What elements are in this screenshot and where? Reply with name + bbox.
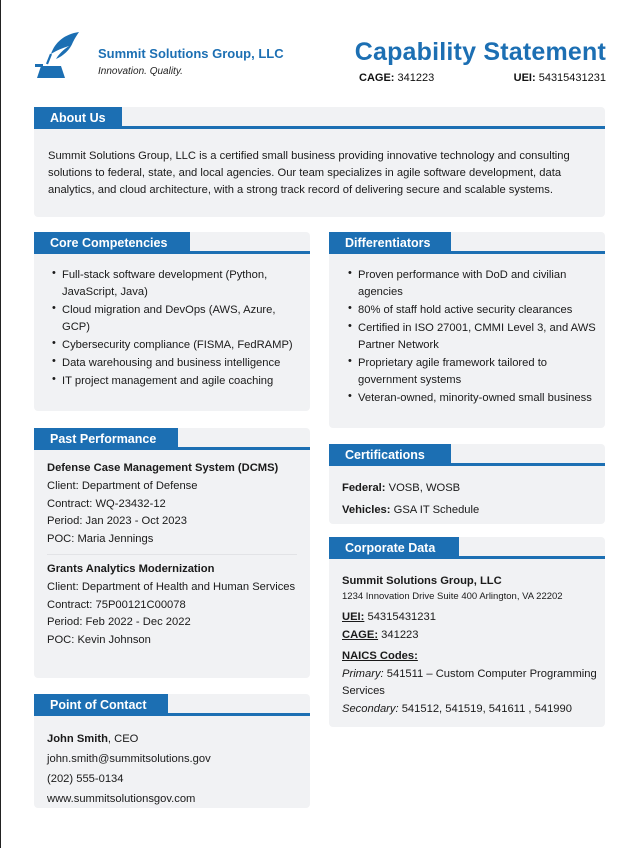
contact-email[interactable]: john.smith@summitsolutions.gov: [47, 753, 211, 765]
past-performance-title: Past Performance: [34, 428, 178, 450]
differentiators-section: [329, 232, 605, 428]
project-client: Client: Department of Health and Human Services: [47, 581, 296, 593]
header-uei-value: 54315431231: [538, 72, 606, 84]
list-item: • Veteran-owned, minority-owned small business: [348, 390, 598, 407]
secondary-label: Secondary:: [342, 702, 399, 715]
header-cage-value: 341223: [397, 72, 435, 84]
competencies-section: [34, 232, 310, 411]
about-section: [34, 107, 605, 217]
competencies-list: [52, 267, 302, 391]
project-contract: Contract: WQ-23432-12: [47, 497, 166, 510]
project-period: Period: Jan 2023 - Oct 2023: [47, 515, 187, 527]
corporate-name: Summit Solutions Group, LLC: [342, 575, 502, 587]
company-name: Summit Solutions Group, LLC: [98, 46, 284, 61]
header-cage-label: CAGE:: [359, 72, 395, 84]
list-item: • Certified in ISO 27001, CMMI Level 3, and AWS Partner Network: [348, 320, 598, 354]
project-client: Client: Department of Defense: [47, 480, 198, 492]
vehicles-cert: [342, 502, 479, 520]
about-text: Summit Solutions Group, LLC is a certified small business providing innovative technology and consulting solutions to federal, state, and local agencies. Our team specializes in agile software development, data analytics, and cloud architecture, with a strong track record of delivering secure and scalable systems.: [48, 150, 570, 196]
corporate-cage-value: 341223: [381, 628, 419, 641]
contact-role: , CEO: [107, 733, 139, 745]
list-item: • Cybersecurity compliance (FISMA, FedRAMP): [52, 337, 302, 354]
naics-primary: [342, 666, 597, 701]
primary-label: Primary:: [342, 667, 384, 680]
corporate-uei-label: UEI:: [342, 611, 365, 623]
list-item: • 80% of staff hold active security clearances: [348, 302, 598, 319]
differentiators-title: Differentiators: [329, 232, 451, 254]
certifications-title: Certifications: [329, 444, 451, 466]
project-poc: POC: Kevin Johnson: [47, 633, 151, 646]
naics-label: NAICS Codes:: [342, 650, 418, 662]
project-item: [47, 462, 297, 548]
certifications-section: [329, 444, 605, 524]
list-item: • Proprietary agile framework tailored to government systems: [348, 355, 598, 389]
project-list: [47, 462, 297, 649]
header-uei-label: UEI:: [513, 72, 536, 84]
past-performance-section: [34, 428, 310, 678]
contact-details: [47, 729, 302, 809]
contact-section: [34, 694, 310, 808]
corporate-uei: [342, 609, 597, 627]
naics-secondary: [342, 701, 597, 719]
primary-value: 541511 – Custom Computer Programming Services: [342, 667, 597, 697]
project-poc: POC: Maria Jennings: [47, 532, 154, 545]
contact-phone: (202) 555-0134: [47, 773, 124, 785]
about-title: About Us: [34, 107, 122, 129]
header-uei: [514, 72, 606, 84]
corporate-cage-label: CAGE:: [342, 628, 379, 641]
federal-cert: [342, 480, 460, 498]
contact-name: John Smith: [47, 733, 108, 745]
corporate-uei-value: 54315431231: [367, 611, 436, 623]
project-name: Defense Case Management System (DCMS): [47, 462, 279, 474]
project-name: Grants Analytics Modernization: [47, 563, 215, 575]
quill-logo-icon: [35, 30, 83, 80]
vehicles-label: Vehicles:: [342, 504, 391, 516]
tagline: Innovation. Quality.: [98, 66, 183, 77]
contact-title: Point of Contact: [34, 694, 168, 716]
contact-name-line: [47, 729, 302, 749]
divider: [47, 554, 297, 555]
vehicles-value: GSA IT Schedule: [393, 504, 480, 516]
competencies-title: Core Competencies: [34, 232, 190, 254]
corporate-section: [329, 537, 605, 727]
list-item: • IT project management and agile coaching: [52, 373, 302, 390]
corporate-title: Corporate Data: [329, 537, 459, 559]
list-item: • Data warehousing and business intelligence: [52, 355, 302, 372]
federal-value: VOSB, WOSB: [388, 482, 461, 494]
corporate-details: [342, 573, 597, 718]
differentiators-list: [348, 267, 598, 408]
federal-label: Federal:: [342, 482, 386, 494]
list-item: • Proven performance with DoD and civilian agencies: [348, 267, 598, 301]
contact-website[interactable]: www.summitsolutionsgov.com: [47, 793, 196, 805]
header-cage: [359, 72, 434, 84]
project-period: Period: Feb 2022 - Dec 2022: [47, 616, 191, 628]
project-item: [47, 563, 297, 649]
corporate-address: 1234 Innovation Drive Suite 400 Arlington, VA 22202: [342, 591, 563, 602]
list-item: • Cloud migration and DevOps (AWS, Azure, GCP): [52, 302, 302, 336]
list-item: • Full-stack software development (Python, JavaScript, Java): [52, 267, 302, 301]
secondary-value: 541512, 541519, 541611 , 541990: [401, 702, 572, 715]
corporate-cage: [342, 627, 597, 645]
document-title: Capability Statement: [354, 38, 606, 66]
project-contract: Contract: 75P00121C00078: [47, 598, 186, 611]
